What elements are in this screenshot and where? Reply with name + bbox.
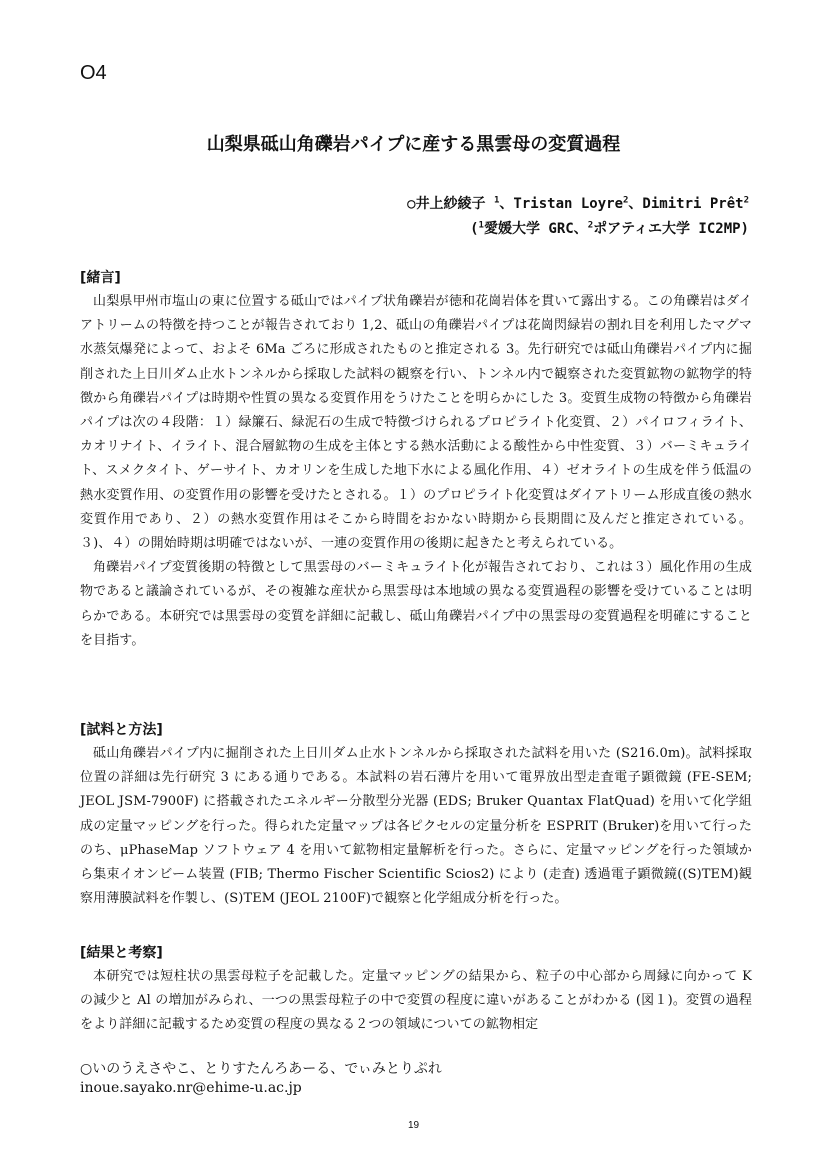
section-results [80, 941, 752, 1038]
author-list [407, 193, 749, 213]
author-1-name: 井上紗綾子 [415, 196, 486, 212]
author-name-reading: ○いのうえさやこ、とりすたんろあーる、でぃみとりぷれ [80, 1061, 442, 1077]
abstract-code: O4 [80, 62, 107, 84]
page-number: 19 [407, 1120, 420, 1131]
author-2-affil: 2 [623, 195, 629, 206]
section-methods [80, 718, 752, 911]
author-separator: 、 [499, 196, 514, 212]
paragraph: 山梨県甲州市塩山の東に位置する砥山ではパイプ状角礫岩が徳和花崗岩体を貫いて露出する。この角礫岩はダイアトリームの特徴を持つことが報告されており 1,2、砥山の角礫岩パイプは花崗閃緑岩の割れ目を利用したマグマ水蒸気爆発によって、およそ 6Ma ごろに形成されたものと推定される 3。先行研究では砥山角礫岩パイプ内に掘削された上日川ダム止水トンネルから採取した試料の観察を行い、トンネル内で観察された変質鉱物の鉱物学的特徴から角礫岩パイプは時期や性質の異なる変質作用をうけたことを明らかにした 3。変質生成物の特徴から角礫岩パイプは次の４段階：１）緑簾石、緑泥石の生成で特徴づけられるプロピライト化変質、２）パイロフィライト、カオリナイト、イライト、混合層鉱物の生成を主体とする熱水活動による酸性から中性変質、３）バーミキュライト、スメクタイト、ゲーサイト、カオリンを生成した地下水による風化作用、４）ゼオライトの生成を伴う低温の熱水変質作用、の変質作用の影響を受けたとされる。１）のプロピライト化変質はダイアトリーム形成直後の熱水変質作用であり、２）の熱水変質作用はそこから時間をおかない時期から長期間に及んだと推定されている。３)、４）の開始時期は明確ではないが、一連の変質作用の後期に起きたと考えられている。 [80, 294, 752, 552]
paragraph: 角礫岩パイプ変質後期の特徴として黒雲母のバーミキュライト化が報告されており、これは３）風化作用の生成物であると議論されているが、その複雑な産状から黒雲母は本地域の異なる変質過程の影響を受けていることは明らかである。本研究では黒雲母の変質を詳細に記載し、砥山角礫岩パイプ中の黒雲母の変質過程を明確にすることを目指す。 [80, 560, 752, 648]
presenter-mark: ○ [407, 196, 416, 212]
affil-2-mark: 2 [587, 220, 594, 231]
section-heading: [結果と考察] [80, 945, 163, 961]
section-heading: [試料と方法] [80, 722, 163, 738]
paragraph: 本研究では短柱状の黒雲母粒子を記載した。定量マッピングの結果から、粒子の中心部から周縁に向かって K の減少と Al の増加がみられ、一つの黒雲母粒子の中で変質の程度に違いがあることがわかる (図１)。変質の過程をより詳細に記載するため変質の程度の異なる２つの領域についての鉱物相定 [80, 969, 752, 1033]
contact-email: inoue.sayako.nr@ehime-u.ac.jp [80, 1080, 302, 1096]
affiliation-list [470, 218, 749, 238]
affil-2-text: ポアティエ大学 IC2MP) [593, 221, 749, 237]
section-introduction [80, 266, 752, 653]
author-1-affil: 1 [494, 195, 500, 206]
author-3-name: Dimitri Prêt [642, 196, 744, 212]
section-heading: [緒言] [80, 270, 121, 286]
author-separator: 、 [628, 196, 643, 212]
affil-1-mark: 1 [478, 220, 484, 231]
paper-title: 山梨県砥山角礫岩パイプに産する黒雲母の変質過程 [206, 134, 621, 155]
affil-1-text: 愛媛大学 GRC、 [483, 221, 588, 237]
author-3-affil: 2 [743, 195, 749, 206]
author-2-name: Tristan Loyre [513, 196, 623, 212]
affil-open-paren: ( [470, 221, 479, 237]
paragraph: 砥山角礫岩パイプ内に掘削された上日川ダム止水トンネルから採取された試料を用いた (S216.0m)。試料採取位置の詳細は先行研究 3 にある通りである。本試料の岩石薄片を用いて電界放出型走査電子顕微鏡 (FE-SEM; JEOL JSM-7900F) に搭載されたエネルギー分散型分光器 (EDS; Bruker Quantax FlatQuad) を用いて化学組成の定量マッピングを行った。得られた定量マップは各ピクセルの定量分析を ESPRIT (Bruker)を用いて行ったのち、μPhaseMap ソフトウェア 4 を用いて鉱物相定量解析を行った。さらに、定量マッピングを行った領域から集束イオンビーム装置 (FIB; Thermo Fischer Scientific Scios2) により (走査) 透過電子顕微鏡((S)TEM)観察用薄膜試料を作製し、(S)TEM (JEOL 2100F)で観察と化学組成分析を行った。 [80, 746, 752, 907]
